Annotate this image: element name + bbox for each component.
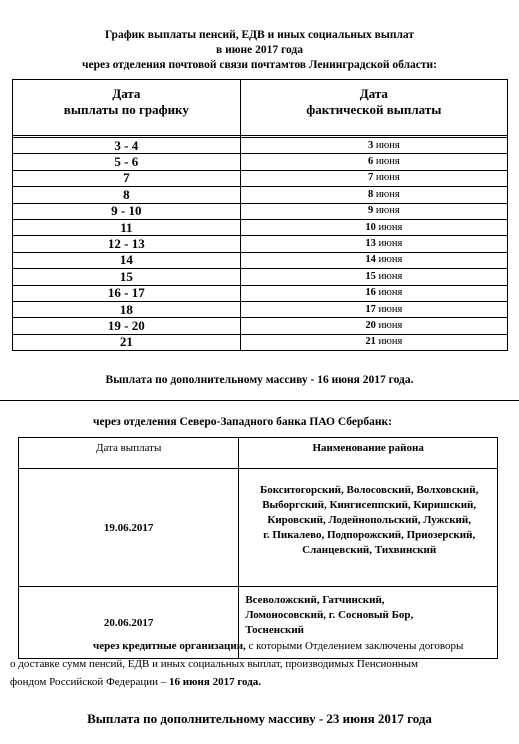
actual-date-cell [240, 334, 507, 350]
actual-day: 15 [365, 270, 376, 282]
credit-line2: о доставке сумм пенсий, ЕДВ и иных социальных выплат, производимых Пенсионным [10, 658, 418, 670]
scheduled-date-cell: 7 [13, 170, 241, 186]
actual-date-header-line2: фактической выплаты [306, 102, 442, 117]
district-line: Кировский, Лодейнопольский, Лужский, [267, 514, 471, 526]
table-row [13, 334, 508, 350]
actual-date-cell [240, 236, 507, 252]
actual-date-cell [240, 301, 507, 317]
table-row [19, 469, 498, 587]
actual-day: 17 [365, 303, 376, 315]
actual-day: 20 [365, 319, 376, 331]
actual-month: июня [378, 303, 403, 315]
district-line: г. Пикалево, Подпорожский, Приозерский, [263, 529, 476, 541]
table-row [13, 203, 508, 219]
actual-date-cell [240, 285, 507, 301]
payment-date-header: Дата выплаты [19, 438, 239, 469]
actual-date-header-line1: Дата [359, 86, 388, 101]
scheduled-date-cell: 8 [13, 187, 241, 203]
district-line: Тосненский [245, 624, 305, 636]
actual-month: июня [378, 270, 403, 282]
actual-month: июня [375, 156, 400, 168]
scheduled-date-cell: 18 [13, 301, 241, 317]
actual-month: июня [375, 205, 400, 217]
actual-date-cell [240, 252, 507, 268]
district-list-cell [239, 469, 498, 587]
scheduled-date-cell: 14 [13, 252, 241, 268]
scheduled-date-header [13, 80, 241, 136]
district-line: Выборгский, Кингисеппский, Киришский, [262, 499, 477, 511]
table-row [13, 187, 508, 203]
actual-date-cell [240, 219, 507, 235]
actual-date-cell [240, 154, 507, 170]
credit-date: 16 июня 2017 года. [169, 676, 262, 688]
actual-day: 9 [367, 205, 374, 217]
credit-heading: через кредитные организации, [93, 640, 246, 652]
document-title-line1: График выплаты пенсий, ЕДВ и иных социальных выплат [104, 29, 415, 41]
actual-date-header [240, 80, 507, 136]
district-name-header: Наименование района [239, 438, 498, 469]
table-row [13, 170, 508, 186]
actual-date-cell [240, 187, 507, 203]
actual-day: 14 [365, 254, 376, 266]
payment-date-cell: 20.06.2017 [19, 587, 239, 659]
sberbank-schedule-table [18, 437, 498, 659]
table-row [13, 318, 508, 334]
actual-month: июня [378, 319, 403, 331]
actual-day: 16 [365, 287, 376, 299]
actual-day: 6 [367, 156, 374, 168]
credit-line3: фондом Российской Федерации – [10, 676, 170, 688]
document-title-line2: в июне 2017 года [216, 44, 303, 56]
actual-date-cell [240, 138, 507, 154]
actual-month: июня [375, 188, 400, 200]
actual-day: 21 [365, 336, 376, 348]
section-divider [0, 400, 519, 401]
post-office-schedule-table [12, 79, 508, 349]
scheduled-date-header-line1: Дата [112, 86, 141, 101]
table-row [13, 154, 508, 170]
credit-organizations-paragraph [10, 637, 510, 691]
actual-month: июня [375, 139, 400, 151]
actual-month: июня [378, 287, 403, 299]
district-line: Бокситогорский, Волосовский, Волховский, [259, 484, 479, 496]
table-row [13, 138, 508, 154]
actual-date-cell [240, 269, 507, 285]
actual-month: июня [378, 254, 403, 266]
district-line: Ломоносовский, г. Сосновый Бор, [245, 609, 414, 621]
actual-month: июня [378, 221, 403, 233]
scheduled-date-header-line2: выплаты по графику [63, 102, 189, 117]
additional-payment-note-2: Выплата по дополнительному массиву - 23 июня 2017 года [87, 711, 432, 726]
actual-day: 13 [365, 238, 376, 250]
actual-month: июня [378, 238, 403, 250]
scheduled-date-cell: 15 [13, 269, 241, 285]
scheduled-date-cell: 21 [13, 334, 241, 350]
table-row [13, 301, 508, 317]
table-row [13, 285, 508, 301]
sberbank-heading: через отделения Северо-Западного банка ПАО Сбербанк: [93, 416, 392, 428]
scheduled-date-cell: 19 - 20 [13, 318, 241, 334]
scheduled-date-cell: 3 - 4 [13, 138, 241, 154]
actual-day: 10 [365, 221, 376, 233]
table-row [13, 236, 508, 252]
scheduled-date-cell: 16 - 17 [13, 285, 241, 301]
scheduled-date-cell: 11 [13, 219, 241, 235]
table-row [13, 269, 508, 285]
scheduled-date-cell: 12 - 13 [13, 236, 241, 252]
actual-day: 7 [367, 172, 374, 184]
actual-date-cell [240, 203, 507, 219]
table-row [13, 252, 508, 268]
scheduled-date-cell: 9 - 10 [13, 203, 241, 219]
actual-month: июня [378, 336, 403, 348]
actual-day: 3 [367, 139, 374, 151]
district-line: Сланцевский, Тихвинский [302, 544, 437, 556]
additional-payment-note-1: Выплата по дополнительному массиву - 16 июня 2017 года. [105, 374, 414, 386]
credit-line1: с которыми Отделением заключены договоры [245, 640, 464, 652]
table-row [13, 219, 508, 235]
district-line: Всеволожский, Гатчинский, [245, 594, 385, 606]
actual-date-cell [240, 170, 507, 186]
scheduled-date-cell: 5 - 6 [13, 154, 241, 170]
actual-month: июня [375, 172, 400, 184]
payment-date-cell: 19.06.2017 [19, 469, 239, 587]
actual-date-cell [240, 318, 507, 334]
document-title-line3: через отделения почтовой связи почтамтов Ленинградской области: [81, 59, 438, 71]
actual-day: 8 [367, 188, 374, 200]
